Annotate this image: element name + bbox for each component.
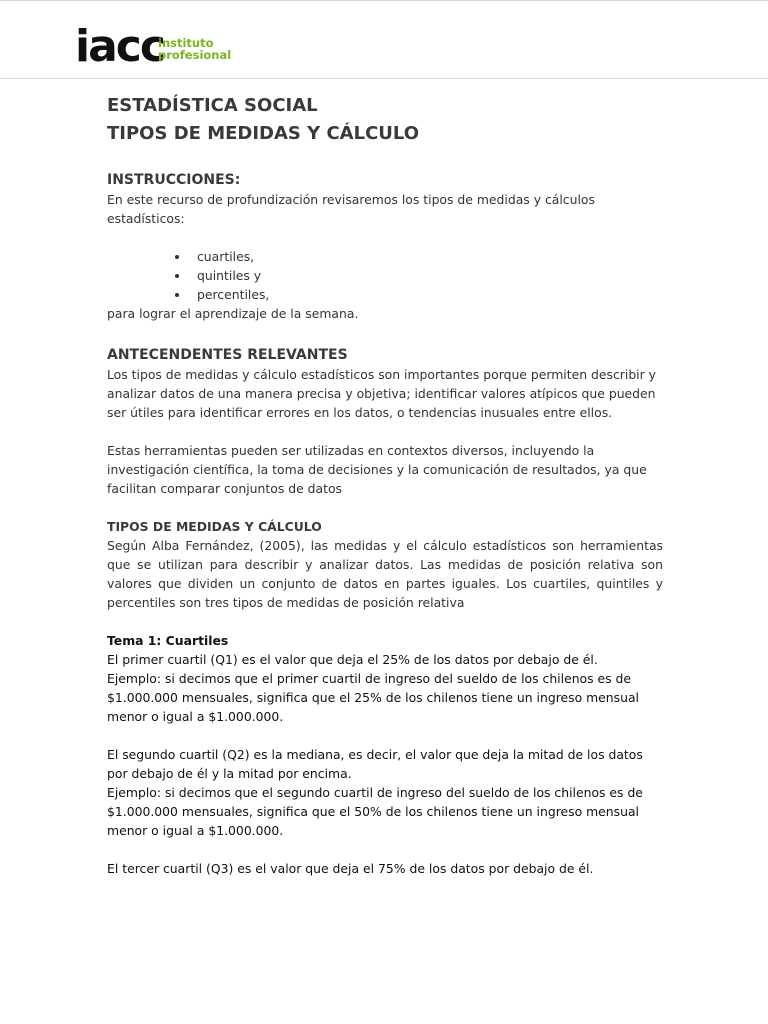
- title-line-2: TIPOS DE MEDIDAS Y CÁLCULO: [107, 123, 420, 144]
- logo-line-2: profesional: [158, 48, 232, 62]
- background-heading: ANTECENDENTES RELEVANTES: [107, 347, 348, 363]
- q2-definition: El segundo cuartil (Q2) es la mediana, es decir, el valor que deja la mitad de los datos por debajo de él y la mitad por encima.: [107, 747, 643, 781]
- spacer: [107, 323, 663, 345]
- measures-list: [107, 247, 663, 304]
- spacer: [107, 498, 663, 517]
- q3-definition: El tercer cuartil (Q3) es el valor que deja el 75% de los datos por debajo de él.: [107, 861, 594, 876]
- instructions-closing: para lograr el aprendizaje de la semana.: [107, 306, 359, 321]
- document-body: [107, 92, 663, 878]
- list-item: [173, 247, 663, 266]
- spacer: [107, 612, 663, 631]
- spacer: [107, 726, 663, 745]
- logo-mark: iacc: [75, 21, 164, 72]
- list-item: [173, 266, 663, 285]
- bullet-icon: [175, 293, 179, 297]
- background-paragraph-1: Los tipos de medidas y cálculo estadísticos son importantes porque permiten describir y analizar datos de una manera precisa y objetiva; identificar valores atípicos que pueden ser útiles para identificar errores en los datos, o tendencias inusuales entre ellos.: [107, 367, 656, 420]
- page-header: [0, 1, 768, 79]
- background-paragraph-2: Estas herramientas pueden ser utilizadas en contextos diversos, incluyendo la investigación científica, la toma de decisiones y la comunicación de resultados, ya que facilitan comparar conjuntos de datos: [107, 443, 647, 496]
- instructions-intro: En este recurso de profundización revisaremos los tipos de medidas y cálculos estadísticos:: [107, 192, 595, 226]
- instructions-heading: INSTRUCCIONES:: [107, 172, 241, 188]
- spacer: [107, 422, 663, 441]
- q1-example: Ejemplo: si decimos que el primer cuartil de ingreso del sueldo de los chilenos es de $1.000.000 mensuales, significa que el 25% de los chilenos tiene un ingreso mensual menor o igual a $1.000.000.: [107, 671, 639, 724]
- tema-1-heading: Tema 1: Cuartiles: [107, 633, 229, 648]
- list-item-text: percentiles,: [197, 287, 270, 302]
- list-item-text: quintiles y: [197, 268, 262, 283]
- document-title: [107, 92, 663, 148]
- list-item: [173, 285, 663, 304]
- types-heading: TIPOS DE MEDIDAS Y CÁLCULO: [107, 519, 322, 534]
- logo-subtitle: [158, 37, 231, 61]
- spacer: [107, 228, 663, 247]
- title-line-1: ESTADÍSTICA SOCIAL: [107, 95, 318, 116]
- spacer: [107, 840, 663, 859]
- q2-example: Ejemplo: si decimos que el segundo cuartil de ingreso del sueldo de los chilenos es de $1.000.000 mensuales, significa que el 50% de los chilenos tiene un ingreso mensual menor o igual a $1.000.000.: [107, 785, 643, 838]
- q1-definition: El primer cuartil (Q1) es el valor que deja el 25% de los datos por debajo de él.: [107, 652, 598, 667]
- spacer: [107, 148, 663, 170]
- logo-line-1: instituto: [158, 36, 214, 50]
- types-paragraph: Según Alba Fernández, (2005), las medidas y el cálculo estadísticos son herramientas que se utilizan para describir y analizar datos. Las medidas de posición relativa son valores que dividen un conjunto de datos en partes iguales. Los cuartiles, quintiles y percentiles son tres tipos de medidas de posición relativa: [107, 538, 663, 610]
- bullet-icon: [175, 274, 179, 278]
- bullet-icon: [175, 255, 179, 259]
- list-item-text: cuartiles,: [197, 249, 255, 264]
